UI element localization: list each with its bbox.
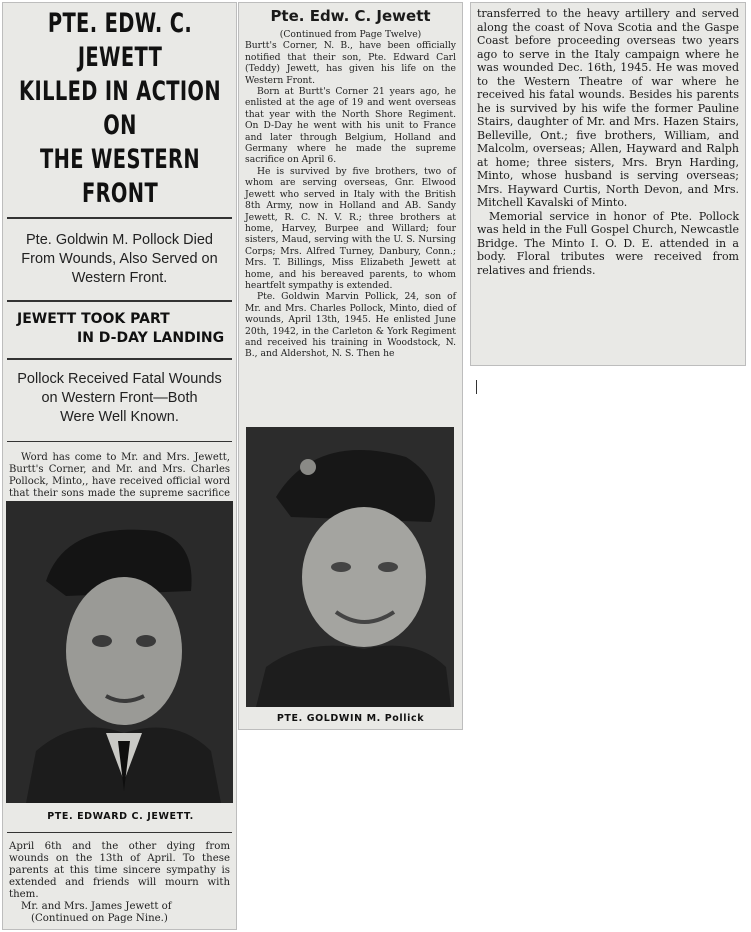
closing-text-1: April 6th and the other dying from wounds on the 13th of April. To these parents at this time sincere sympathy is extended and friends will mourn with them. <box>9 841 230 900</box>
paragraph-1: Burtt's Corner, N. B., have been officially notified that their son, Pte. Edward Carl (Teddy) Jewett, has given his life on the Western Front. <box>245 40 456 86</box>
deck-jewett <box>3 310 236 348</box>
deck-pollock-line-3: Western Front. <box>71 270 168 286</box>
divider <box>7 441 232 442</box>
divider <box>7 358 232 360</box>
deck-fatal-line-1: Pollock Received Fatal Wounds <box>17 371 222 387</box>
divider <box>7 832 232 833</box>
paragraph-4: Pte. Goldwin Marvin Pollick, 24, son of Mr. and Mrs. Charles Pollock, Minto, died of wounds, April 13th, 1945. He enlisted June 20th, 1942, in the Carleton & York Regiment and received his training in Woodstock, N. B., and Aldershot, N. S. Then he <box>245 291 456 360</box>
deck-jewett-line-1: JEWETT TOOK PART <box>17 311 170 327</box>
closing-paragraphs <box>9 841 230 925</box>
continued-from-note: (Continued from Page Twelve) <box>279 29 422 40</box>
closing-text-2: Mr. and Mrs. James Jewett of <box>21 901 172 912</box>
portrait-icon <box>246 427 454 707</box>
deck-pollock <box>3 231 236 288</box>
continuation-title: Pte. Edw. C. Jewett <box>270 7 431 25</box>
photo-caption-pollock: PTE. GOLDWIN M. Pollick <box>276 713 425 724</box>
headline <box>6 7 234 211</box>
text-cursor <box>476 380 477 394</box>
headline-line-3: THE WESTERN FRONT <box>39 144 200 209</box>
divider <box>7 300 232 302</box>
article-column-left <box>2 2 237 930</box>
intro-text: Word has come to Mr. and Mrs. Jewett, Burtt's Corner, and Mr. and Mrs. Charles Pollock, Minto,, have received official word that their sons made the supreme sacrifice <box>9 452 230 499</box>
deck-fatal-line-2: on Western Front—Both <box>41 390 198 406</box>
deck-fatal-line-3: Were Well Known. <box>60 409 179 425</box>
continuation-body-right <box>477 7 739 277</box>
photo-goldwin-pollock <box>246 427 454 707</box>
deck-fatal-wounds <box>3 370 236 427</box>
divider <box>7 217 232 219</box>
paragraph-1: transferred to the heavy artillery and served along the coast of Nova Scotia and the Gaspe Coast before proceeding overseas two years ago to serve in the Italy campaign where he was wounded Dec. 16th, 1945. He was moved to the Western Theatre of war where he received his fatal wounds. Besides his parents he is survived by his wife the former Pauline Stairs, daughter of Mr. and Mrs. Hazen Stairs, Belleville, Ont.; five brothers, William, and Malcolm, overseas; Allen, Hayward and Ralph at home; three sisters, Mrs. Bryn Harding, Minto, whose husband is serving overseas; Mrs. Hayward Curtis, North Devon, and Mrs. Mitchell Kavalski of Minto. <box>477 7 739 209</box>
headline-line-2: KILLED IN ACTION ON <box>18 76 221 141</box>
portrait-icon <box>6 501 233 803</box>
deck-pollock-line-1: Pte. Goldwin M. Pollock Died <box>26 232 213 248</box>
article-column-right <box>470 2 746 366</box>
paragraph-3: He is survived by five brothers, two of whom are serving overseas, Gnr. Elwood Jewett who served in Italy with the British 8th Army, now in Holland and AB. Sandy Jewett, R. C. N. V. R.; three brothers at home, Harvey, Burpee and Willard; four sisters, Maud, serving with the U. S. Nursing Corps; Mrs. Alfred Turney, Danbury, Conn.; Mrs. T. Billings, Miss Elizabeth Jewett at home, and his bereaved parents, to whom heartfelt sympathy is extended. <box>245 165 456 291</box>
deck-pollock-line-2: From Wounds, Also Served on <box>21 251 218 267</box>
paragraph-2: Born at Burtt's Corner 21 years ago, he enlisted at the age of 19 and went overseas that year with the North Shore Regiment. On D-Day he went with his unit to France and later through Belgium, Holland and Germany where he made the supreme sacrifice on April 6. <box>245 86 456 166</box>
continued-note: (Continued on Page Nine.) <box>31 913 168 924</box>
photo-edward-jewett <box>6 501 233 803</box>
paragraph-2: Memorial service in honor of Pte. Pollock was held in the Full Gospel Church, Newcastle Bridge. The Minto I. O. D. E. attended in a body. Floral tributes were received from relatives and friends. <box>477 209 739 277</box>
headline-line-1: PTE. EDW. C. JEWETT <box>47 8 192 73</box>
article-column-middle <box>238 2 463 730</box>
continuation-body <box>245 29 456 360</box>
photo-caption-jewett: PTE. EDWARD C. JEWETT. <box>47 811 194 822</box>
deck-jewett-line-2: IN D-DAY LANDING <box>77 330 225 346</box>
